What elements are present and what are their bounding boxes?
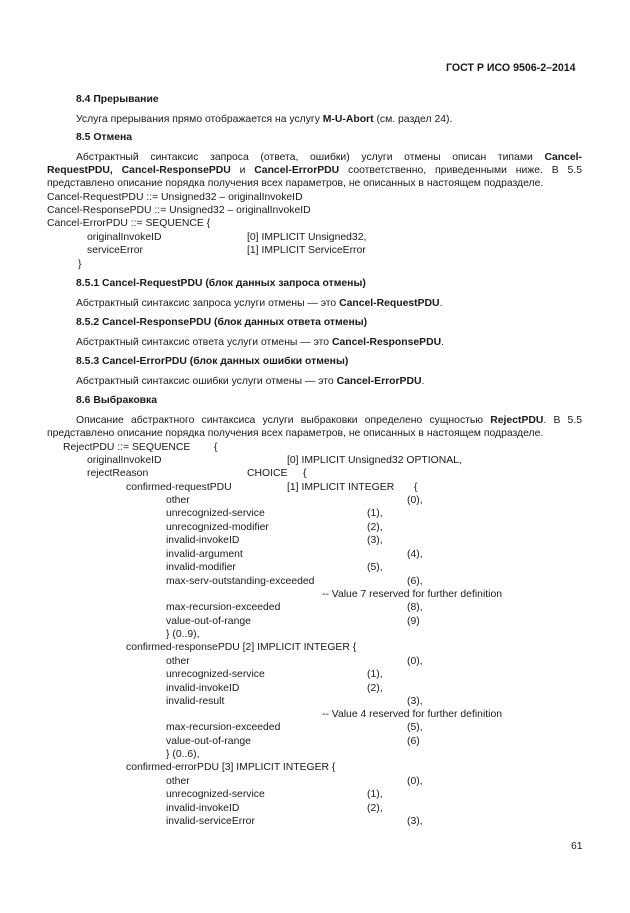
code-brace: { — [414, 482, 418, 493]
heading-8-6: 8.6 Выбраковка — [76, 395, 158, 406]
code-close-brace: } (0..9), — [166, 629, 200, 640]
paragraph-8-5-line-3: представлено описание порядка получения всех параметров, не описанных в настоящем подразделе. — [47, 178, 544, 189]
code-field-type: [1] IMPLICIT ServiceError — [247, 245, 366, 256]
enum-item: other — [166, 656, 190, 667]
heading-8-5-1: 8.5.1 Cancel-RequestPDU (блок данных запроса отмены) — [76, 278, 366, 289]
code-line: RejectPDU ::= SEQUENCE — [63, 442, 191, 453]
enum-value: (1), — [367, 789, 383, 800]
enum-value: (1), — [367, 508, 383, 519]
enum-value: (0), — [407, 495, 423, 506]
enum-item: invalid-invokeID — [166, 535, 240, 546]
enum-item: max-recursion-exceeded — [166, 602, 281, 613]
code-alt-type: [1] IMPLICIT INTEGER — [287, 482, 395, 493]
mu-abort-term: M-U-Abort — [322, 114, 374, 125]
code-line: Cancel-ResponsePDU ::= Unsigned32 – originalInvokeID — [47, 205, 311, 216]
enum-item: invalid-invokeID — [166, 803, 240, 814]
enum-value: (6), — [407, 576, 423, 587]
enum-value: (8), — [407, 602, 423, 613]
enum-value: (6) — [407, 736, 420, 747]
code-line: Cancel-RequestPDU ::= Unsigned32 – originalInvokeID — [47, 192, 303, 203]
paragraph-8-5-2: Абстрактный синтаксис ответа услуги отмены — это Cancel-ResponsePDU. — [76, 337, 444, 348]
enum-value: (3), — [407, 696, 423, 707]
standard-header: ГОСТ Р ИСО 9506-2–2014 — [446, 62, 576, 74]
code-field-name: serviceError — [87, 245, 144, 256]
enum-value: (1), — [367, 669, 383, 680]
paragraph-8-5-line-2: RequestPDU, Cancel-ResponsePDU и Cancel-ErrorPDU соответственно, приведенными ниже. В 5.5 — [47, 165, 582, 176]
page-number: 61 — [571, 841, 583, 852]
enum-item: value-out-of-range — [166, 736, 251, 747]
enum-value: (3), — [367, 535, 383, 546]
code-comment: -- Value 4 reserved for further definition — [322, 709, 502, 720]
code-brace: { — [303, 468, 307, 479]
enum-value: (2), — [367, 522, 383, 533]
heading-8-5: 8.5 Отмена — [76, 132, 133, 143]
enum-value: (5), — [367, 562, 383, 573]
code-field-name: originalInvokeID — [87, 232, 162, 243]
enum-value: (0), — [407, 656, 423, 667]
enum-value: (3), — [407, 816, 423, 827]
enum-item: invalid-modifier — [166, 562, 236, 573]
paragraph-8-6-line-1: Описание абстрактного синтаксиса услуги выбраковки определено сущностью RejectPDU. В 5.5 — [76, 415, 582, 426]
heading-8-4: 8.4 Прерывание — [76, 94, 159, 105]
code-field-type: CHOICE — [247, 468, 288, 479]
enum-item: invalid-serviceError — [166, 816, 255, 827]
enum-value: (0), — [407, 776, 423, 787]
paragraph-8-5-1: Абстрактный синтаксис запроса услуги отмены — это Cancel-RequestPDU. — [76, 298, 443, 309]
enum-value: (2), — [367, 683, 383, 694]
paragraph-8-6-line-2: представлено описание порядка получения всех параметров, не описанных в настоящем подразделе. — [47, 428, 544, 439]
code-line: Cancel-ErrorPDU ::= SEQUENCE { — [47, 218, 211, 229]
paragraph-8-5-line-1: Абстрактный синтаксис запроса (ответа, ошибки) услуги отмены описан типами Cancel- — [76, 152, 582, 163]
enum-value: (2), — [367, 803, 383, 814]
code-alt-name: confirmed-requestPDU — [126, 482, 232, 493]
enum-item: unrecognized-service — [166, 789, 265, 800]
enum-item: invalid-result — [166, 696, 225, 707]
paragraph-8-5-3: Абстрактный синтаксис ошибки услуги отмены — это Cancel-ErrorPDU. — [76, 376, 425, 387]
enum-item: invalid-argument — [166, 549, 243, 560]
enum-item: invalid-invokeID — [166, 683, 240, 694]
code-brace: { — [214, 442, 218, 453]
code-alt-name: confirmed-responsePDU [2] IMPLICIT INTEGER { — [126, 642, 357, 653]
enum-value: (5), — [407, 722, 423, 733]
enum-item: max-serv-outstanding-exceeded — [166, 576, 315, 587]
heading-8-5-2: 8.5.2 Cancel-ResponsePDU (блок данных ответа отмены) — [76, 317, 368, 328]
enum-item: other — [166, 495, 190, 506]
code-field-name: originalInvokeID — [87, 455, 162, 466]
enum-item: value-out-of-range — [166, 616, 251, 627]
code-field-type: [0] IMPLICIT Unsigned32, — [247, 232, 367, 243]
code-field-type: [0] IMPLICIT Unsigned32 OPTIONAL, — [287, 455, 462, 466]
enum-item: other — [166, 776, 190, 787]
code-field-name: rejectReason — [87, 468, 149, 479]
code-close-brace: } (0..6), — [166, 749, 200, 760]
paragraph-8-4: Услуга прерывания прямо отображается на услугу M-U-Abort (см. раздел 24). — [76, 114, 453, 125]
enum-value: (4), — [407, 549, 423, 560]
code-alt-name: confirmed-errorPDU [3] IMPLICIT INTEGER { — [126, 762, 336, 773]
enum-item: unrecognized-service — [166, 669, 265, 680]
enum-item: unrecognized-modifier — [166, 522, 269, 533]
enum-item: max-recursion-exceeded — [166, 722, 281, 733]
code-close-brace: } — [78, 259, 82, 270]
heading-8-5-3: 8.5.3 Cancel-ErrorPDU (блок данных ошибки отмены) — [76, 356, 349, 367]
enum-value: (9) — [407, 616, 420, 627]
enum-item: unrecognized-service — [166, 508, 265, 519]
code-comment: -- Value 7 reserved for further definition — [322, 589, 502, 600]
